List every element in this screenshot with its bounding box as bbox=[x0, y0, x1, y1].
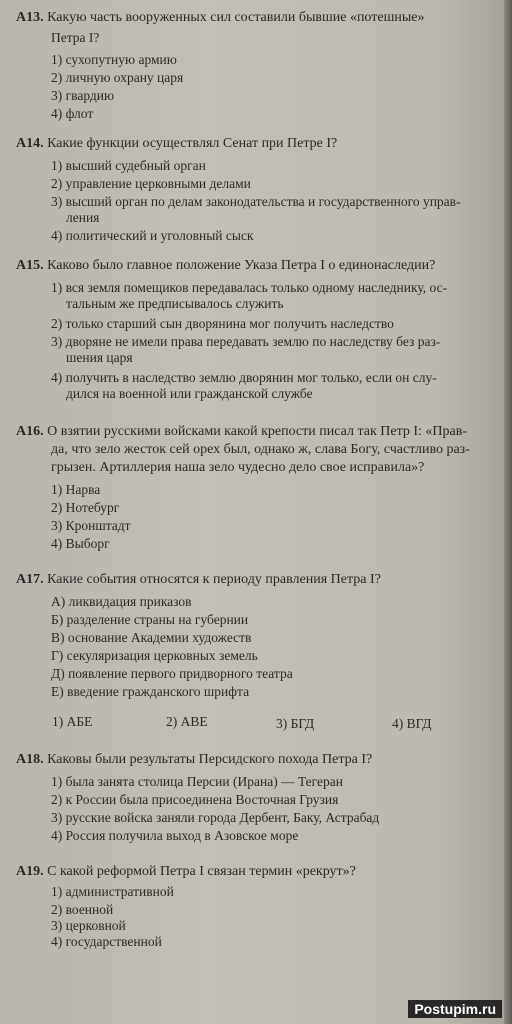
question-number: А13. bbox=[16, 10, 44, 25]
option: 1) сухопутную армию bbox=[51, 52, 177, 67]
question-a13-title-line2: Петра I? bbox=[51, 30, 100, 45]
option: 3) церковной bbox=[51, 918, 126, 933]
option: 1) вся земля помещиков передавалась только одному наследнику, ос- bbox=[51, 280, 448, 295]
question-a19-title bbox=[16, 864, 506, 880]
question-a17-title bbox=[16, 572, 506, 588]
option: 1) административной bbox=[51, 884, 174, 899]
question-number: А19. bbox=[16, 864, 44, 879]
question-text: С какой реформой Петра I связан термин «рекрут»? bbox=[47, 864, 356, 879]
question-a16-title-line3: грызен. Артиллерия наша зело чудесно дело свое исправила»? bbox=[51, 460, 425, 475]
option: Б) разделение страны на губернии bbox=[51, 612, 249, 627]
option: В) основание Академии художеств bbox=[51, 630, 252, 645]
question-text: Какие функции осуществлял Сенат при Петре I? bbox=[47, 136, 338, 151]
option: 2) к России была присоединена Восточная Грузия bbox=[51, 792, 339, 807]
answer-choice: 4) ВГД bbox=[392, 716, 432, 731]
question-a16-title bbox=[16, 424, 506, 440]
option: 2) личную охрану царя bbox=[51, 70, 184, 85]
option: 2) военной bbox=[51, 902, 114, 917]
question-text: Какие события относятся к периоду правления Петра I? bbox=[47, 572, 381, 587]
answer-choice: 1) АБЕ bbox=[52, 714, 93, 729]
option: 3) русские войска заняли города Дербент, Баку, Астрабад bbox=[51, 810, 380, 825]
option: 4) флот bbox=[51, 106, 94, 121]
option: Д) появление первого придворного театра bbox=[51, 666, 293, 681]
answer-choice: 3) БГД bbox=[276, 716, 315, 731]
option: 3) высший орган по делам законодательства и государственного управ- bbox=[51, 194, 461, 209]
question-a13-title bbox=[16, 10, 506, 26]
answer-choice: 2) АВЕ bbox=[166, 714, 208, 729]
option: 2) только старший сын дворянина мог получить наследство bbox=[51, 316, 394, 331]
option: 3) гвардию bbox=[51, 88, 115, 103]
option: 3) дворяне не имели права передавать землю по наследству без раз- bbox=[51, 334, 441, 349]
question-text: Какую часть вооруженных сил составили бывшие «потешные» bbox=[47, 10, 425, 25]
question-a14-title bbox=[16, 136, 506, 152]
option: 1) высший судебный орган bbox=[51, 158, 206, 173]
question-a18-title bbox=[16, 752, 506, 768]
question-text: Каковы были результаты Персидского похода Петра I? bbox=[47, 752, 373, 767]
question-text: Каково было главное положение Указа Петра I о единонаследии? bbox=[47, 258, 436, 273]
option: 2) Нотебург bbox=[51, 500, 120, 515]
option: 3) Кронштадт bbox=[51, 518, 131, 533]
question-number: А14. bbox=[16, 136, 44, 151]
option: 4) получить в наследство землю дворянин мог только, если он слу- bbox=[51, 370, 437, 385]
option: 4) Выборг bbox=[51, 536, 110, 551]
question-a16-title-line2: да, что зело жесток сей орех был, однако ж, слава Богу, счастливо раз- bbox=[51, 442, 470, 457]
question-text: О взятии русскими войсками какой крепости писал так Петр I: «Прав- bbox=[47, 424, 468, 439]
question-a15-title bbox=[16, 258, 506, 274]
option: Е) введение гражданского шрифта bbox=[51, 684, 250, 699]
question-number: А16. bbox=[16, 424, 44, 439]
option: 2) управление церковными делами bbox=[51, 176, 251, 191]
option: Г) секуляризация церковных земель bbox=[51, 648, 258, 663]
question-number: А15. bbox=[16, 258, 44, 273]
site-watermark: Postupim.ru bbox=[408, 1000, 502, 1018]
question-number: А18. bbox=[16, 752, 44, 767]
page-edge-shadow bbox=[504, 0, 512, 1024]
question-number: А17. bbox=[16, 572, 44, 587]
option-continuation: ления bbox=[66, 210, 100, 225]
option-continuation: шения царя bbox=[66, 350, 133, 365]
option: 4) Россия получила выход в Азовское море bbox=[51, 828, 299, 843]
option: 1) Нарва bbox=[51, 482, 101, 497]
option: 4) государственной bbox=[51, 934, 162, 949]
option: 4) политический и уголовный сыск bbox=[51, 228, 254, 243]
option-continuation: дился на военной или гражданской службе bbox=[66, 386, 313, 401]
option-continuation: тальным же предписывалось служить bbox=[66, 296, 284, 311]
option: 1) была занята столица Персии (Ирана) — Тегеран bbox=[51, 774, 343, 789]
option: А) ликвидация приказов bbox=[51, 594, 192, 609]
